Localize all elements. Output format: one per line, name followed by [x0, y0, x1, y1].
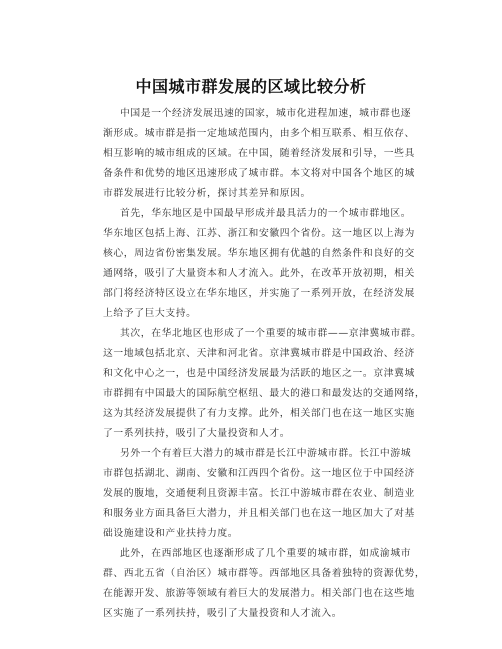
- body-line: 渐形成。城市群是指一定地域范围内，由多个相互联系、相互依存、: [103, 128, 415, 139]
- body-line: 市群拥有中国最大的国际航空枢纽、最大的港口和最发达的交通网络，: [103, 388, 426, 399]
- body-line: 了一系列扶持，吸引了大量投资和人才。: [103, 428, 291, 439]
- body-line: 和文化中心之一，也是中国经济发展最为活跃的地区之一。京津冀城: [103, 368, 415, 379]
- body-line: 另外一个有着巨大潜力的城市群是长江中游城市群。长江中游城: [120, 448, 412, 459]
- body-line: 此外，在西部地区也逐渐形成了几个重要的城市群，如成渝城市: [120, 548, 412, 559]
- document-title: 中国城市群发展的区域比较分析: [135, 77, 367, 96]
- body-line: 华东地区包括上海、江苏、浙江和安徽四个省份。这一地区以上海为: [103, 228, 415, 239]
- body-line: 群、西北五省（自治区）城市群等。西部地区具备着独特的资源优势，: [103, 568, 426, 579]
- body-line: 这为其经济发展提供了有力支撑。此外，相关部门也在这一地区实施: [103, 408, 415, 419]
- body-line: 中国是一个经济发展迅速的国家，城市化进程加速，城市群也逐: [120, 108, 412, 119]
- body-line: 备条件和优势的地区迅速形成了城市群。本文将对中国各个地区的城: [103, 168, 415, 179]
- body-line: 上给予了巨大支持。: [103, 308, 197, 319]
- body-line: 市群包括湖北、湖南、安徽和江西四个省份。这一地区位于中国经济: [103, 468, 415, 479]
- body-line: 部门将经济特区设立在华东地区，并实施了一系列开放，在经济发展: [103, 288, 415, 299]
- body-line: 通网络，吸引了大量资本和人才流入。此外，在改革开放初期，相关: [103, 268, 415, 279]
- body-line: 市群发展进行比较分析，探讨其差异和原因。: [103, 188, 311, 199]
- body-line: 相互影响的城市组成的区域。在中国，随着经济发展和引导，一些具: [103, 148, 415, 159]
- body-line: 核心，周边省份密集发展。华东地区拥有优越的自然条件和良好的交: [103, 248, 415, 259]
- body-line: 首先，华东地区是中国最早形成并最具活力的一个城市群地区。: [120, 208, 412, 219]
- body-line: 在能源开发、旅游等领域有着巨大的发展潜力。相关部门也在这些地: [103, 588, 415, 599]
- body-line: 这一地域包括北京、天津和河北省。京津冀城市群是中国政治、经济: [103, 348, 415, 359]
- body-line: 础设施建设和产业扶持力度。: [103, 528, 239, 539]
- body-line: 发展的腹地，交通便利且资源丰富。长江中游城市群在农业、制造业: [103, 488, 415, 499]
- body-line: 其次，在华北地区也形成了一个重要的城市群——京津冀城市群。: [120, 328, 422, 339]
- body-line: 和服务业方面具备巨大潜力，并且相关部门也在这一地区加大了对基: [103, 508, 415, 519]
- body-line: 区实施了一系列扶持，吸引了大量投资和人才流入。: [103, 608, 343, 619]
